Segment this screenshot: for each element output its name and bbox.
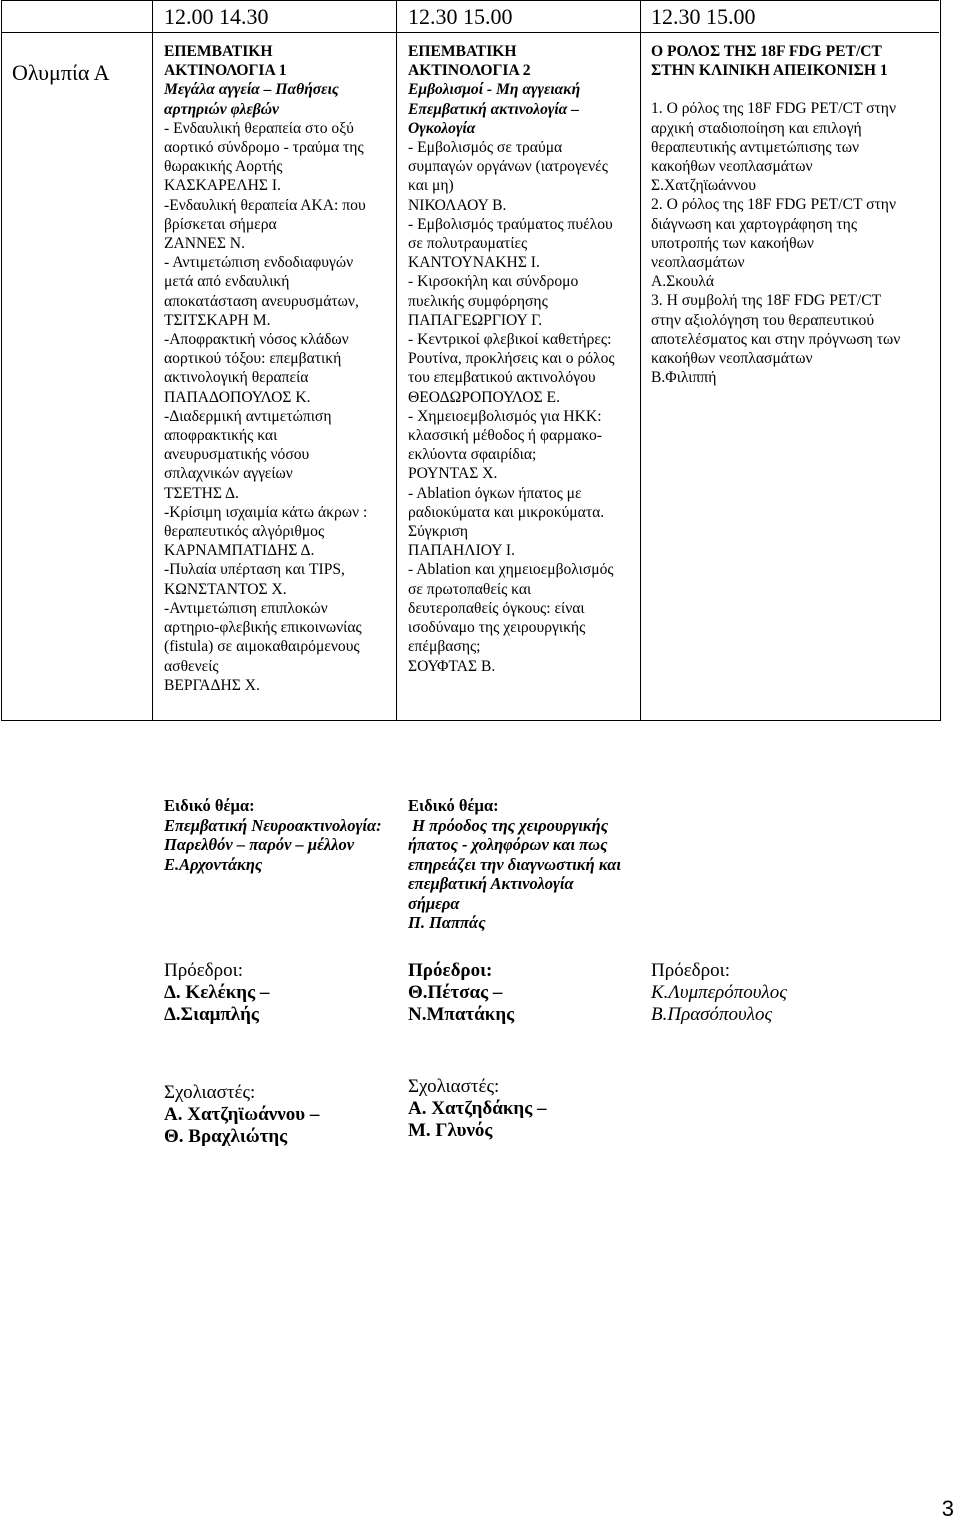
session-line: σε πρωτοπαθείς και: [408, 580, 532, 598]
session-line: ΒΕΡΓΑΔΗΣ Χ.: [164, 676, 260, 694]
session-line: διάγνωση και χαρτογράφηση της: [651, 215, 858, 233]
chairs-3: [651, 960, 787, 1026]
session-line: κακοήθων νεοπλασμάτων: [651, 158, 813, 176]
session-line: -Διαδερμική αντιμετώπιση: [164, 407, 332, 425]
session-line: Ρουτίνα, προκλήσεις και ο ρόλος: [408, 350, 615, 368]
chairs-label: Πρόεδροι:: [164, 960, 244, 981]
session-line: ΤΣΕΤΗΣ Δ.: [164, 484, 239, 502]
session-line: ΚΑΡΝΑΜΠΑΤΙΔΗΣ Δ.: [164, 542, 315, 560]
session-line: ΖΑΝΝΕΣ Ν.: [164, 235, 245, 253]
session-line: 1. Ο ρόλος της 18F FDG PET/CT στην: [651, 100, 896, 118]
page-number: 3: [941, 1496, 954, 1521]
special-topic-line: Π. Παππάς: [408, 913, 486, 932]
session-line: ΤΣΙΤΣΚΑΡΗ Μ.: [164, 311, 271, 329]
commentators-label: Σχολιαστές:: [164, 1082, 256, 1103]
session-line: αρτηριών φλεβών: [164, 100, 279, 118]
session-line: ακτινολογική θεραπεία: [164, 369, 309, 387]
column-divider-1: [152, 0, 153, 720]
session-line: πυελικής συμφόρησης: [408, 292, 548, 310]
session-line: υποτροπής των κακοήθων: [651, 234, 814, 252]
session-line: Μεγάλα αγγεία – Παθήσεις: [164, 81, 339, 99]
commentator-name: Μ. Γλυνός: [408, 1120, 493, 1141]
session-line: ΕΠΕΜΒΑΤΙΚΗ: [164, 43, 273, 60]
session-line: μετά από ενδαυλική: [164, 273, 290, 291]
special-topic-line: Παρελθόν – παρόν – μέλλον: [164, 835, 355, 854]
session-line: κλασσική μέθοδος ή φαρμακο-: [408, 427, 602, 445]
chairs-label: Πρόεδροι:: [651, 960, 731, 981]
session-line: -Ενδαυλική θεραπεία ΑΚΑ: που: [164, 196, 366, 214]
session-line: ασθενείς: [164, 657, 219, 675]
special-topic-line: ήπατος - χοληφόρων και πως: [408, 835, 608, 854]
session-line: - Αντιμετώπιση ενδοδιαφυγών: [164, 254, 354, 272]
chairs-1: [164, 960, 269, 1026]
session-line: (fistula) σε αιμοκαθαιρόμενους: [164, 638, 360, 656]
session-line: - Κεντρικοί φλεβικοί καθετήρες:: [408, 331, 612, 349]
session-line: του επεμβατικού ακτινολόγου: [408, 369, 596, 387]
session-line: [651, 80, 900, 99]
commentators-label: Σχολιαστές:: [408, 1076, 500, 1097]
session-line: 2. Ο ρόλος της 18F FDG PET/CT στην: [651, 196, 896, 214]
session-line: και μη): [408, 177, 454, 195]
session-line: - Ενδαυλική θεραπεία στο οξύ: [164, 119, 354, 137]
chairs-label: Πρόεδροι:: [408, 960, 493, 981]
session-line: συμπαγών οργάνων (ιατρογενές: [408, 158, 608, 176]
session-line: ΡΟΥΝΤΑΣ Χ.: [408, 465, 498, 483]
commentator-name: Α. Χατζηϊωάννου –: [164, 1104, 320, 1125]
session-line: ΑΚΤΙΝΟΛΟΓΙΑ 2: [408, 62, 531, 80]
session-line: - Ablation και χημειοεμβολισμός: [408, 561, 614, 579]
chair-name: Δ. Κελέκης –: [164, 982, 270, 1003]
session-line: θωρακικής Αορτής: [164, 158, 283, 176]
session-line: νεοπλασμάτων: [651, 254, 745, 272]
time-slot-2: 12.30 15.00: [408, 4, 513, 29]
session-line: αορτικό σύνδρομο - τραύμα της: [164, 139, 364, 157]
special-topic-line: επηρεάζει την διαγνωστική και: [408, 854, 621, 874]
session-line: βρίσκεται σήμερα: [164, 215, 277, 233]
chair-name: Ν.Μπατάκης: [408, 1004, 515, 1025]
session-line: ΣΟΥΦΤΑΣ Β.: [408, 657, 496, 675]
special-topic-2: [408, 796, 621, 933]
session-line: ραδιοκύματα και μικροκύματα.: [408, 503, 605, 521]
session-line: ΠΑΠΑΗΛΙΟΥ Ι.: [408, 542, 515, 560]
session-line: Β.Φιλιππή: [651, 369, 717, 387]
session-line: ΚΑΣΚΑΡΕΛΗΣ Ι.: [164, 177, 281, 195]
commentators-2: [408, 1076, 546, 1142]
session-line: κακοήθων νεοπλασμάτων: [651, 350, 813, 368]
session-line: ΚΩΝΣΤΑΝΤΟΣ Χ.: [164, 580, 287, 598]
chair-name: Δ.Σιαμπλής: [164, 1004, 259, 1025]
session-line: ΚΑΝΤΟΥΝΑΚΗΣ Ι.: [408, 254, 540, 272]
special-topic-line: Η πρόοδος της χειρουργικής: [408, 815, 609, 835]
session-line: 3. Η συμβολή της 18F FDG PET/CT: [651, 292, 882, 310]
table-border-left: [1, 0, 2, 720]
time-slot-3: 12.30 15.00: [651, 4, 756, 29]
session-line: αρτηριο-φλεβικής επικοινωνίας: [164, 619, 362, 637]
session-line: Εμβολισμοί - Μη αγγειακή: [408, 81, 581, 99]
session-line: ΘΕΟΔΩΡΟΠΟΥΛΟΣ Ε.: [408, 388, 560, 406]
session-line: - Εμβολισμός τραύματος πυέλου: [408, 215, 613, 233]
session-column-2: [408, 42, 615, 676]
session-line: ΝΙΚΟΛΑΟΥ Β.: [408, 196, 507, 214]
session-line: δευτεροπαθείς όγκους: είναι: [408, 599, 585, 617]
chairs-2: [408, 960, 514, 1026]
special-topic-line: Ε.Αρχοντάκης: [164, 854, 263, 874]
special-topic-line: Επεμβατική Νευροακτινολογία:: [164, 815, 382, 835]
special-topic-1: [164, 796, 382, 874]
session-line: θεραπευτικής αντιμετώπισης των: [651, 138, 860, 156]
session-line: - Κιρσοκήλη και σύνδρομο: [408, 273, 579, 291]
session-line: αποτελέσματος και στην πρόγνωση των: [651, 330, 901, 348]
session-line: ΣΤΗΝ ΚΛΙΝΙΚΗ ΑΠΕΙΚΟΝΙΣΗ 1: [651, 62, 888, 80]
special-topic-line: επεμβατική Ακτινολογία: [408, 874, 574, 893]
table-border-top: [1, 0, 939, 1]
session-line: Επεμβατική ακτινολογία –: [408, 100, 580, 118]
chair-name: Θ.Πέτσας –: [408, 982, 503, 1003]
session-column-1: [164, 42, 367, 695]
session-line: στην αξιολόγηση του θεραπευτικού: [651, 311, 875, 329]
session-line: Ο ΡΟΛΟΣ ΤΗΣ 18F FDG PET/CT: [651, 43, 882, 60]
session-line: - Χημειοεμβολισμός για ΗΚΚ:: [408, 407, 602, 425]
session-line: -Πυλαία υπέρταση και TIPS,: [164, 561, 345, 579]
session-line: - Εμβολισμός σε τραύμα: [408, 139, 563, 157]
session-line: Ογκολογία: [408, 119, 476, 137]
session-line: εκλύοντα σφαιρίδια;: [408, 446, 537, 464]
chair-name: Κ.Λυμπερόπουλος: [651, 982, 787, 1003]
session-line: -Κρίσιμη ισχαιμία κάτω άκρων :: [164, 503, 368, 521]
header-row-divider: [1, 32, 939, 33]
time-slot-1: 12.00 14.30: [164, 4, 269, 29]
session-line: θεραπευτικός αλγόριθμος: [164, 523, 325, 541]
session-line: Σ.Χατζηϊωάννου: [651, 177, 756, 195]
special-topic-label: Ειδικό θέμα:: [164, 796, 255, 815]
session-line: ΕΠΕΜΒΑΤΙΚΗ: [408, 43, 517, 60]
column-divider-2: [396, 0, 397, 720]
session-line: ΠΑΠΑΔΟΠΟΥΛΟΣ Κ.: [164, 388, 311, 406]
session-line: ΑΚΤΙΝΟΛΟΓΙΑ 1: [164, 62, 287, 80]
session-line: ΠΑΠΑΓΕΩΡΓΙΟΥ Γ.: [408, 311, 543, 329]
session-line: - Ablation όγκων ήπατος με: [408, 484, 582, 502]
session-line: ανευρυσματικής νόσου: [164, 446, 310, 464]
commentator-name: Θ. Βραχλιώτης: [164, 1126, 288, 1147]
session-line: σπλαχνικών αγγείων: [164, 465, 293, 483]
session-line: αποκατάσταση ανευρυσμάτων,: [164, 292, 359, 310]
session-line: Σύγκριση: [408, 523, 469, 541]
session-line: -Αποφρακτική νόσος κλάδων: [164, 331, 349, 349]
session-line: αορτικού τόξου: επεμβατική: [164, 350, 342, 368]
special-topic-label: Ειδικό θέμα:: [408, 796, 499, 815]
commentator-name: Α. Χατζηδάκης –: [408, 1098, 547, 1119]
room-name: Ολυμπία Α: [12, 60, 110, 85]
session-column-3: [651, 42, 900, 387]
commentators-1: [164, 1082, 319, 1148]
session-line: επέμβασης;: [408, 638, 481, 656]
session-line: αρχική σταδιοποίηση και επιλογή: [651, 119, 862, 137]
session-line: σε πολυτραυματίες: [408, 235, 528, 253]
special-topic-line: σήμερα: [408, 893, 460, 913]
session-line: -Αντιμετώπιση επιπλοκών: [164, 599, 328, 617]
session-line: Α.Σκουλά: [651, 273, 714, 291]
session-line: αποφρακτικής και: [164, 427, 278, 445]
session-line: ισοδύναμο της χειρουργικής: [408, 619, 586, 637]
chair-name: Β.Πρασόπουλος: [651, 1004, 773, 1025]
column-divider-3: [640, 0, 641, 720]
